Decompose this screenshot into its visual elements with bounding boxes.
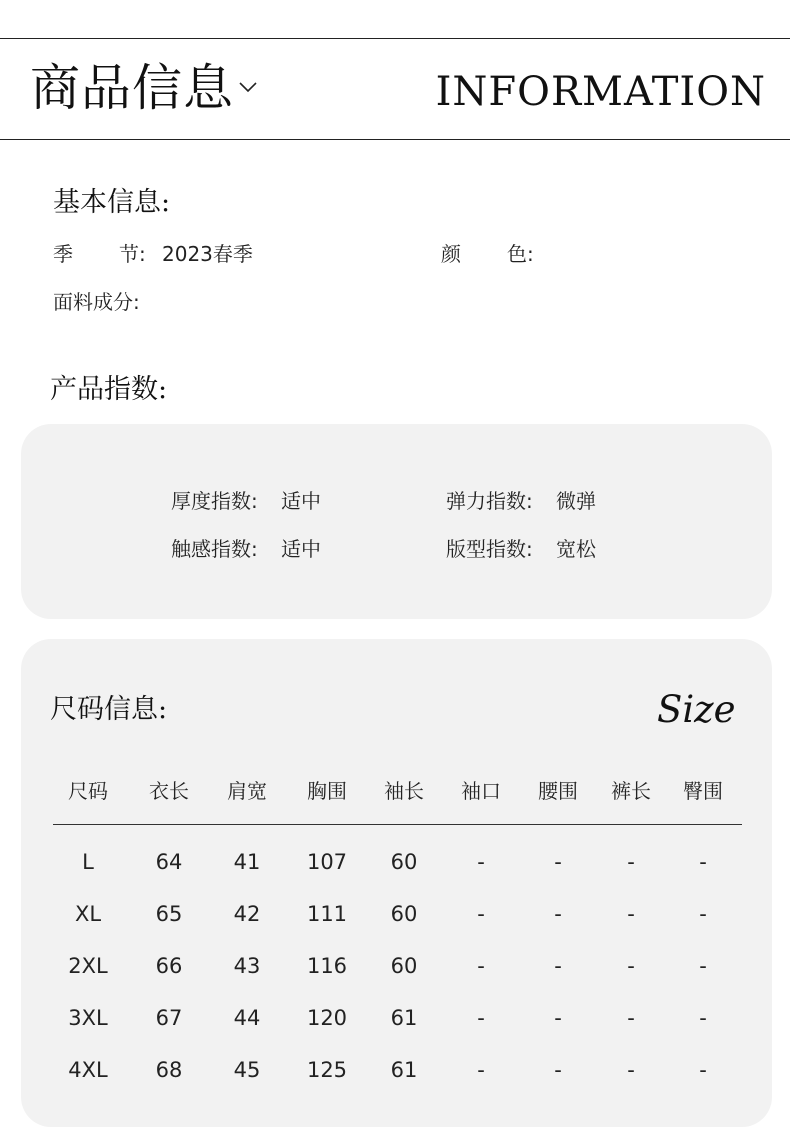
page-title-english: INFORMATION: [435, 69, 766, 115]
size-table-cell: 60: [390, 902, 418, 926]
size-table-cell: -: [554, 954, 562, 978]
size-table-cell: 61: [390, 1006, 418, 1030]
size-table-header-cell: 衣长: [149, 779, 189, 803]
size-table-header-cell: 肩宽: [227, 779, 267, 803]
size-table-cell: -: [554, 850, 562, 874]
size-table-cell: 107: [306, 850, 348, 874]
size-table-cell: 67: [155, 1006, 183, 1030]
product-index-title: 产品指数:: [50, 374, 168, 405]
size-table-cell: 44: [233, 1006, 261, 1030]
size-table-header-cell: 尺码: [68, 779, 108, 803]
size-table-cell: 66: [155, 954, 183, 978]
size-info-title-english: Size: [657, 688, 736, 731]
size-table-cell: 2XL: [68, 954, 108, 978]
size-table-header-cell: 袖口: [461, 779, 501, 803]
color-label-2: 色:: [507, 242, 534, 266]
size-table-cell: 60: [390, 954, 418, 978]
size-table-cell: -: [627, 1006, 635, 1030]
size-info-title: 尺码信息:: [50, 694, 168, 725]
header-top-rule: [0, 38, 790, 39]
size-table-cell: 41: [233, 850, 261, 874]
fabric-label: 面料成分:: [53, 290, 140, 314]
size-table-header-cell: 胸围: [307, 779, 347, 803]
size-table-cell: -: [699, 1006, 707, 1030]
size-table-cell: -: [699, 902, 707, 926]
fit-label: 版型指数:: [446, 537, 533, 561]
size-table-cell: -: [477, 850, 485, 874]
touch-value: 适中: [281, 537, 321, 561]
size-table-cell: 111: [306, 902, 348, 926]
size-table-cell: -: [477, 1058, 485, 1082]
page-title: 商品信息: [30, 59, 234, 117]
size-table-cell: 125: [306, 1058, 348, 1082]
size-table-cell: -: [627, 1058, 635, 1082]
touch-label: 触感指数:: [171, 537, 258, 561]
season-label-2: 节:: [119, 242, 146, 266]
size-table-cell: -: [627, 954, 635, 978]
elasticity-label: 弹力指数:: [446, 489, 533, 513]
size-table-cell: -: [554, 1006, 562, 1030]
size-table-rule: [53, 824, 742, 825]
size-table-cell: 43: [233, 954, 261, 978]
size-table-cell: -: [699, 954, 707, 978]
size-table-cell: 64: [155, 850, 183, 874]
size-table-cell: -: [699, 1058, 707, 1082]
size-table-cell: -: [477, 954, 485, 978]
size-table-header-cell: 臀围: [683, 779, 723, 803]
size-table-cell: -: [627, 850, 635, 874]
size-table-cell: 3XL: [68, 1006, 108, 1030]
size-table-cell: 45: [233, 1058, 261, 1082]
elasticity-value: 微弹: [556, 489, 596, 513]
fit-value: 宽松: [556, 537, 596, 561]
size-table-cell: -: [627, 902, 635, 926]
header-bottom-rule: [0, 139, 790, 140]
season-value: 2023春季: [162, 242, 253, 266]
product-index-card: [21, 424, 772, 619]
size-table-cell: 120: [306, 1006, 348, 1030]
size-table-cell: -: [554, 902, 562, 926]
size-table-cell: 61: [390, 1058, 418, 1082]
size-table-header-cell: 裤长: [611, 779, 651, 803]
size-table-cell: -: [699, 850, 707, 874]
size-table-header-cell: 袖长: [384, 779, 424, 803]
thickness-value: 适中: [281, 489, 321, 513]
size-table-cell: XL: [74, 902, 102, 926]
size-table-cell: L: [82, 850, 94, 874]
chevron-down-icon: [238, 80, 258, 94]
size-table-cell: 116: [306, 954, 348, 978]
size-table-cell: -: [477, 1006, 485, 1030]
size-table-cell: -: [477, 902, 485, 926]
size-table-cell: 4XL: [68, 1058, 108, 1082]
thickness-label: 厚度指数:: [171, 489, 258, 513]
size-table-cell: 42: [233, 902, 261, 926]
color-label-1: 颜: [441, 242, 461, 266]
size-table-cell: 60: [390, 850, 418, 874]
size-table-cell: -: [554, 1058, 562, 1082]
size-table-cell: 68: [155, 1058, 183, 1082]
size-table-cell: 65: [155, 902, 183, 926]
season-label-1: 季: [53, 242, 73, 266]
size-table-header-cell: 腰围: [538, 779, 578, 803]
basic-info-title: 基本信息:: [53, 187, 171, 218]
